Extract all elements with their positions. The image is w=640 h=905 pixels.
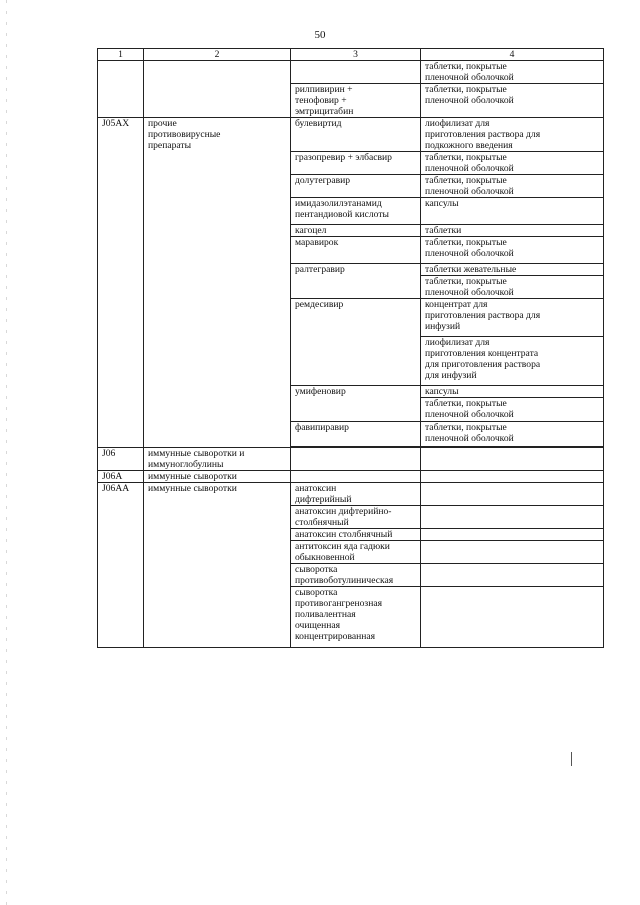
code-cell: J06AA (98, 483, 144, 648)
drug-cell: рилпивирин + тенофовир + эмтрицитабин (291, 84, 421, 118)
table-row (98, 118, 604, 152)
form-cell: лиофилизат для приготовления раствора для подкожного введения (421, 118, 604, 152)
form-cell: таблетки, покрытые пленочной оболочкой (421, 422, 604, 447)
drug-cell (291, 471, 421, 483)
form-cell: таблетки, покрытые пленочной оболочкой (421, 84, 604, 118)
form-cell (421, 564, 604, 587)
form-cell (421, 506, 604, 529)
drug-cell: гразопревир + элбасвир (291, 152, 421, 175)
table-row (98, 471, 604, 483)
group-cell: иммунные сыворотки (144, 483, 291, 648)
form-cell: капсулы (421, 198, 604, 225)
page-number: 50 (314, 29, 326, 41)
code-cell: J06A (98, 471, 144, 483)
drug-cell: анатоксин столбнячный (291, 529, 421, 541)
form-cell: таблетки жевательные (421, 264, 604, 276)
group-cell: иммунные сыворотки и иммуноглобулины (144, 448, 291, 471)
table-row (98, 483, 604, 506)
drug-cell: умифеновир (291, 386, 421, 422)
drug-cell: анатоксин дифтерийный (291, 483, 421, 506)
form-cell: таблетки, покрытые пленочной оболочкой (421, 61, 604, 84)
group-cell: иммунные сыворотки (144, 471, 291, 483)
drug-cell: сыворотка противогангренозная поливалентная очищенная концентрированная (291, 587, 421, 648)
drug-cell: булевиртид (291, 118, 421, 152)
form-cell: концентрат для приготовления раствора для инфузий (421, 299, 604, 337)
form-cell: таблетки, покрытые пленочной оболочкой (421, 175, 604, 198)
drug-cell (291, 61, 421, 84)
drug-cell: ралтегравир (291, 264, 421, 299)
form-cell: капсулы (421, 386, 604, 398)
drug-cell: сыворотка противоботулиническая (291, 564, 421, 587)
form-cell (421, 483, 604, 506)
form-cell: лиофилизат для приготовления концентрата для приготовления раствора для инфузий (421, 337, 604, 386)
drug-cell: ремдесивир (291, 299, 421, 386)
group-cell: прочие противовирусные препараты (144, 118, 291, 448)
margin-mark (571, 752, 572, 766)
drug-cell: антитоксин яда гадюки обыкновенной (291, 541, 421, 564)
table-header-row (98, 49, 604, 61)
group-cell (144, 61, 291, 118)
header-cell: 4 (421, 49, 604, 61)
header-cell: 3 (291, 49, 421, 61)
form-cell: таблетки, покрытые пленочной оболочкой (421, 276, 604, 299)
drug-cell: имидазолилэтанамид пентандиовой кислоты (291, 198, 421, 225)
drug-cell: долутегравир (291, 175, 421, 198)
code-cell: J06 (98, 448, 144, 471)
form-cell: таблетки, покрытые пленочной оболочкой (421, 152, 604, 175)
drug-cell: кагоцел (291, 225, 421, 237)
form-cell (421, 448, 604, 471)
form-cell (421, 587, 604, 648)
form-cell: таблетки (421, 225, 604, 237)
medication-table (97, 48, 604, 648)
drug-cell: фавипиравир (291, 422, 421, 447)
header-cell: 2 (144, 49, 291, 61)
form-cell (421, 471, 604, 483)
table-row (98, 448, 604, 471)
code-cell (98, 61, 144, 118)
header-cell: 1 (98, 49, 144, 61)
drug-cell (291, 448, 421, 471)
form-cell (421, 541, 604, 564)
form-cell (421, 529, 604, 541)
drug-cell: анатоксин дифтерийно- столбнячный (291, 506, 421, 529)
code-cell: J05AX (98, 118, 144, 448)
table-row (98, 61, 604, 84)
form-cell: таблетки, покрытые пленочной оболочкой (421, 237, 604, 264)
drug-cell: маравирок (291, 237, 421, 264)
form-cell: таблетки, покрытые пленочной оболочкой (421, 398, 604, 422)
scan-edge-artifact (6, 0, 7, 905)
